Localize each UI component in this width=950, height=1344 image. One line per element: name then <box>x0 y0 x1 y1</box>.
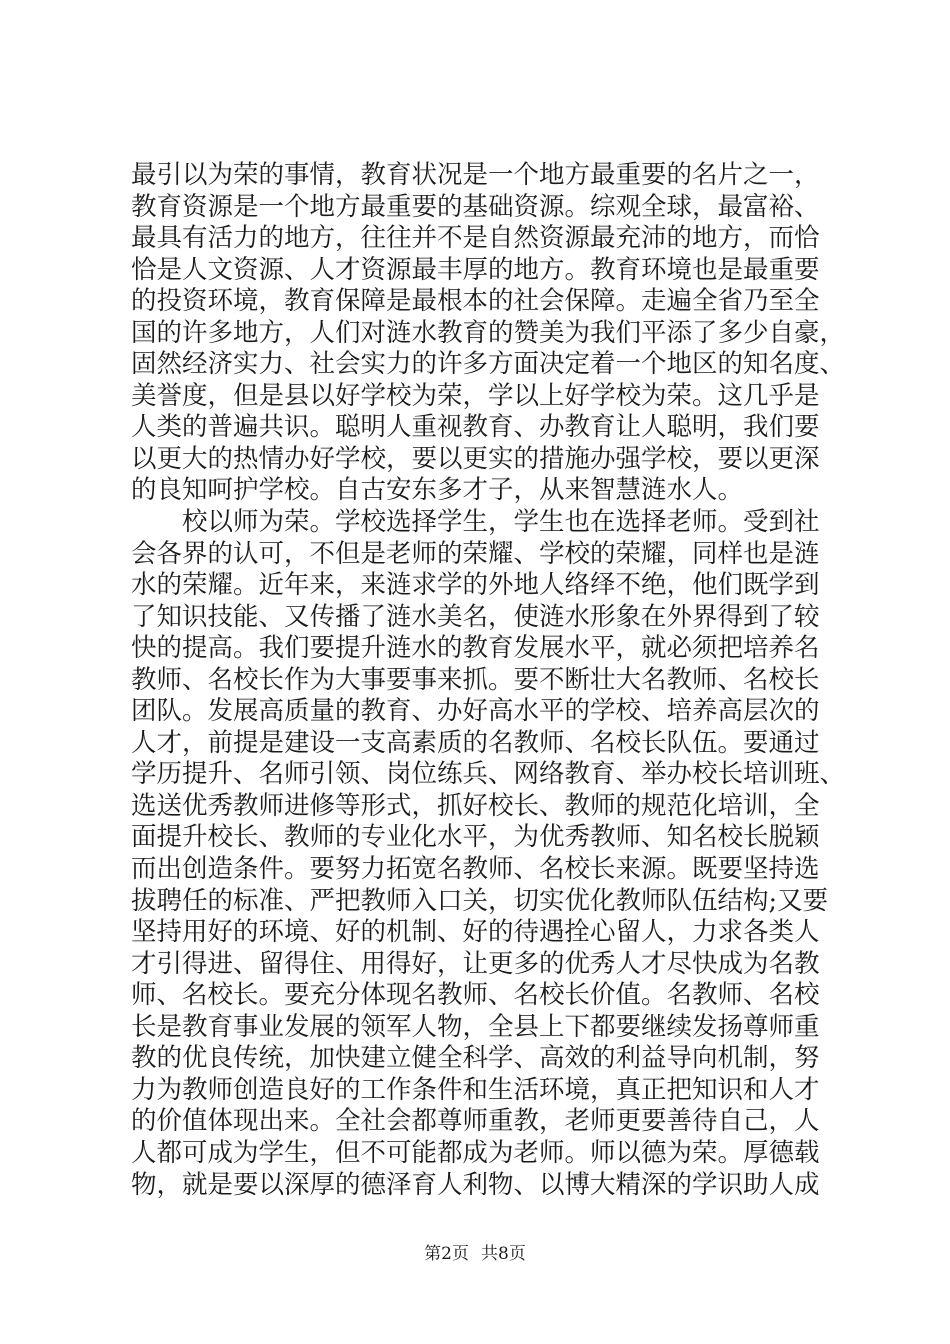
text-line: 水的荣耀。近年来，来涟求学的外地人络绎不绝，他们既学到 <box>131 570 820 601</box>
page-number: 第2页 <box>424 1244 469 1264</box>
text-line: 国的许多地方，人们对涟水教育的赞美为我们平添了多少自豪， <box>131 317 846 348</box>
text-line: 学历提升、名师引领、岗位练兵、网络教育、举办校长培训班、 <box>131 759 846 790</box>
text-line: 面提升校长、教师的专业化水平，为优秀教师、知名校长脱颖 <box>131 822 820 853</box>
text-line: 教的优良传统，加快建立健全科学、高效的利益导向机制，努 <box>131 1043 820 1074</box>
text-line: 教师、名校长作为大事要事来抓。要不断壮大名教师、名校长 <box>131 664 820 695</box>
text-line: 师、名校长。要充分体现名教师、名校长价值。名教师、名校 <box>131 980 820 1011</box>
page-footer <box>0 1242 950 1266</box>
text-line: 教育资源是一个地方最重要的基础资源。综观全球，最富裕、 <box>131 191 820 222</box>
text-line: 的投资环境，教育保障是最根本的社会保障。走遍全省乃至全 <box>131 286 820 317</box>
text-line: 恰是人文资源、人才资源最丰厚的地方。教育环境也是最重要 <box>131 254 820 285</box>
text-line: 人才，前提是建设一支高素质的名教师、名校长队伍。要通过 <box>131 727 820 758</box>
body-text <box>131 160 846 1201</box>
text-line: 才引得进、留得住、用得好，让更多的优秀人才尽快成为名教 <box>131 948 820 979</box>
page-total: 共8页 <box>481 1244 526 1264</box>
text-line: 最具有活力的地方，往往并不是自然资源最充沛的地方，而恰 <box>131 223 820 254</box>
text-line: 力为教师创造良好的工作条件和生活环境，真正把知识和人才 <box>131 1074 820 1105</box>
text-line: 长是教育事业发展的领军人物，全县上下都要继续发扬尊师重 <box>131 1011 820 1042</box>
text-line: 了知识技能、又传播了涟水美名，使涟水形象在外界得到了较 <box>131 601 820 632</box>
text-line: 而出创造条件。要努力拓宽名教师、名校长来源。既要坚持选 <box>131 854 820 885</box>
text-line: 物，就是要以深厚的德泽育人利物、以博大精深的学识助人成 <box>131 1169 820 1200</box>
text-line: 最引以为荣的事情，教育状况是一个地方最重要的名片之一， <box>131 160 820 190</box>
text-line: 选送优秀教师进修等形式，抓好校长、教师的规范化培训，全 <box>131 790 820 821</box>
text-line: 人类的普遍共识。聪明人重视教育、办教育让人聪明，我们要 <box>131 412 820 443</box>
text-line: 人都可成为学生，但不可能都成为老师。师以德为荣。厚德载 <box>131 1137 820 1168</box>
text-line: 坚持用好的环境、好的机制、好的待遇拴心留人，力求各类人 <box>131 917 820 948</box>
text-line: 的价值体现出来。全社会都尊师重教，老师更要善待自己，人 <box>131 1106 820 1137</box>
text-line: 会各界的认可，不但是老师的荣耀、学校的荣耀，同样也是涟 <box>131 538 820 569</box>
text-line: 团队。发展高质量的教育、办好高水平的学校、培养高层次的 <box>131 696 820 727</box>
text-line: 以更大的热情办好学校，要以更实的措施办强学校，要以更深 <box>131 443 820 474</box>
text-line: 的良知呵护学校。自古安东多才子，从来智慧涟水人。 <box>131 475 744 506</box>
paragraph-start-line: 校以师为荣。学校选择学生，学生也在选择老师。受到社 <box>182 507 820 538</box>
text-line: 固然经济实力、社会实力的许多方面决定着一个地区的知名度、 <box>131 349 846 380</box>
text-line: 快的提高。我们要提升涟水的教育发展水平，就必须把培养名 <box>131 633 820 664</box>
text-line: 拔聘任的标准、严把教师入口关，切实优化教师队伍结构;又要 <box>131 885 829 916</box>
text-line: 美誉度，但是县以好学校为荣，学以上好学校为荣。这几乎是 <box>131 380 820 411</box>
